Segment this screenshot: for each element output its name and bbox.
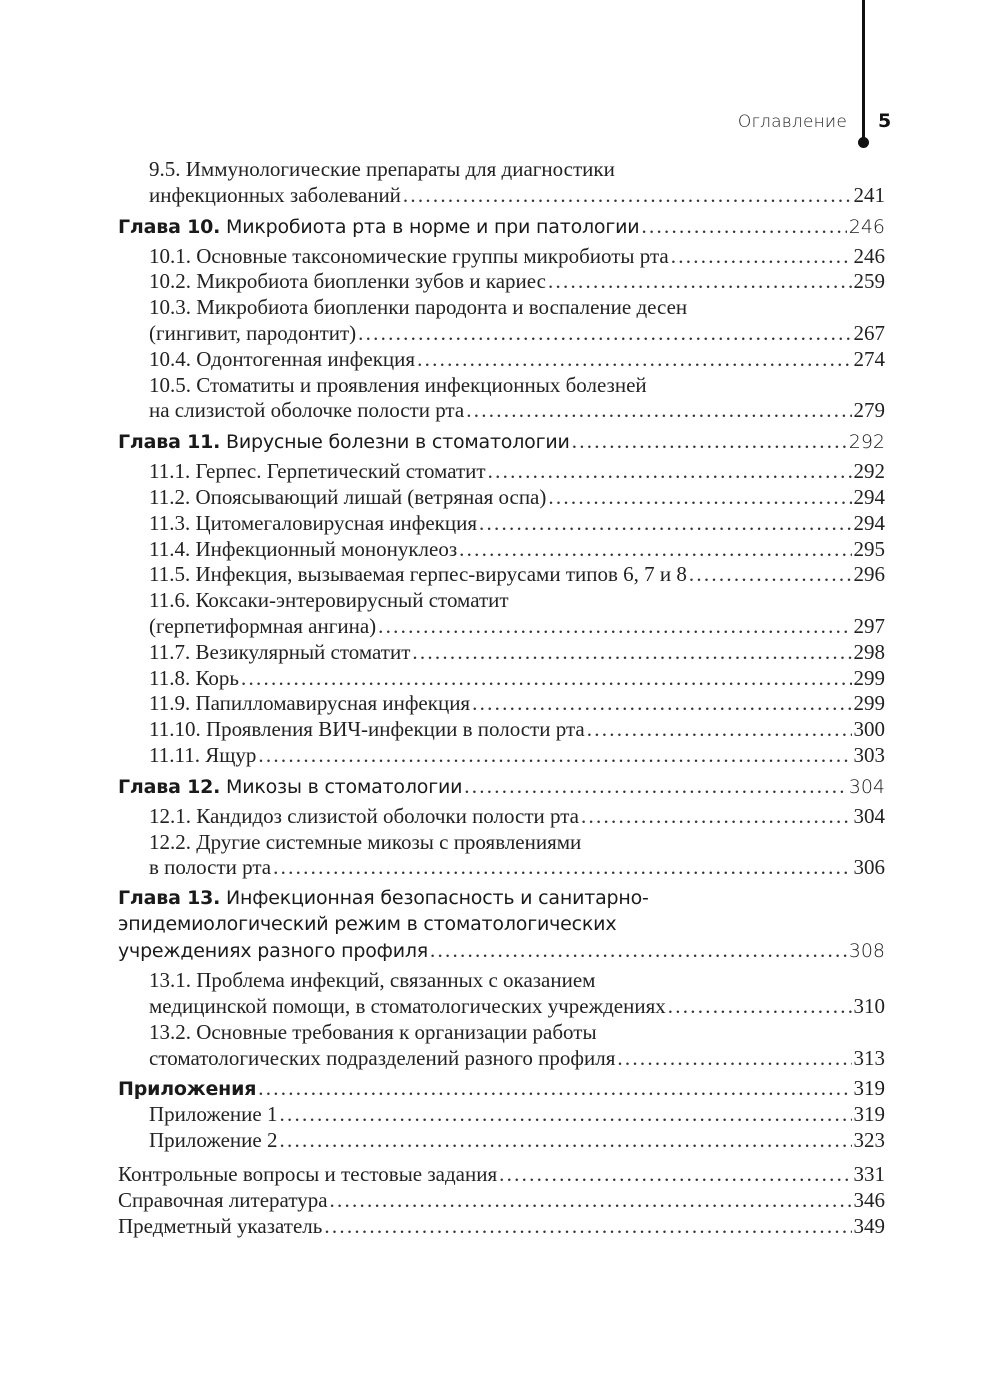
leader-dots [472, 691, 851, 717]
page-ref: 300 [853, 717, 885, 742]
leader-dots [689, 562, 852, 588]
toc-entry-10-4[interactable]: 10.4. Одонтогенная инфекция . . . 274 [118, 347, 885, 373]
page-ref: 308 [848, 940, 885, 963]
toc-entry-12-2-line1: 12.2. Другие системные микозы с проявлениями [149, 829, 582, 854]
page-number: 5 [878, 110, 892, 132]
page-ref: 304 [848, 775, 885, 798]
chapter-label: Глава 12. [118, 775, 221, 798]
leader-dots [412, 640, 851, 666]
chapter-label: Глава 10. [118, 215, 221, 238]
leader-dots [430, 937, 847, 963]
toc-entry-13-1-line1: 13.1. Проблема инфекций, связанных с оказанием [149, 968, 596, 993]
page-ref: 292 [848, 431, 885, 454]
leader-dots [641, 213, 846, 239]
toc-chapter-13-line1 [118, 885, 885, 911]
table-of-contents [118, 157, 885, 1239]
appendices-label: Приложения [118, 1078, 257, 1101]
toc-entry-11-5[interactable]: 11.5. Инфекция, вызываемая герпес-вирусами типов 6, 7 и 8 . . . 296 [118, 562, 885, 588]
page-ref: 299 [853, 691, 885, 716]
page-ref: 294 [853, 510, 885, 535]
header-vertical-rule [862, 0, 865, 142]
toc-entry-11-10[interactable]: 11.10. Проявления ВИЧ-инфекции в полости рта . . . 300 [118, 717, 885, 743]
toc-entry-13-2[interactable]: стоматологических подразделений разного профиля . . . 313 [118, 1046, 885, 1072]
toc-entry-11-6[interactable]: (герпетиформная ангина) . . . 297 [118, 614, 885, 640]
toc-appendices[interactable] [118, 1075, 885, 1102]
page-ref: 346 [853, 1187, 885, 1212]
toc-entry-12-2[interactable]: в полости рта . . . 306 [118, 855, 885, 881]
leader-dots [358, 321, 851, 347]
toc-entry-11-2[interactable]: 11.2. Опоясывающий лишай (ветряная оспа) . . . 294 [118, 485, 885, 511]
toc-entry-9-5[interactable]: инфекционных заболеваний . . . 241 [118, 183, 885, 209]
leader-dots [324, 1214, 851, 1240]
page-ref: 297 [853, 613, 885, 638]
leader-dots [279, 1128, 851, 1154]
leader-dots [330, 1188, 852, 1214]
page-ref: 331 [853, 1161, 885, 1186]
leader-dots [466, 398, 851, 424]
page-ref: 306 [853, 855, 885, 880]
page-ref: 299 [853, 665, 885, 690]
toc-entry-12-1[interactable]: 12.1. Кандидоз слизистой оболочки полости рта . . . 304 [118, 804, 885, 830]
leader-dots [587, 717, 852, 743]
leader-dots [258, 1075, 851, 1101]
toc-entry-10-3-line1: 10.3. Микробиота биопленки пародонта и воспаление десен [149, 295, 688, 320]
toc-entry-appendix-2[interactable]: Приложение 2 . . . 323 [118, 1128, 885, 1154]
leader-dots [671, 244, 852, 270]
toc-chapter-13-line2: эпидемиологический режим в стоматологических [118, 913, 617, 936]
toc-entry-13-1[interactable]: медицинской помощи, в стоматологических учреждениях . . . 310 [118, 994, 885, 1020]
leader-dots [273, 855, 851, 881]
toc-entry-11-9[interactable]: 11.9. Папилломавирусная инфекция . . . 299 [118, 691, 885, 717]
leader-dots [548, 269, 852, 295]
leader-dots [548, 485, 851, 511]
toc-entry-10-5[interactable]: на слизистой оболочке полости рта . . . 279 [118, 398, 885, 424]
leader-dots [488, 459, 852, 485]
running-head: Оглавление [737, 112, 847, 132]
chapter-title: Вирусные болезни в стоматологии [226, 431, 570, 454]
toc-entry-appendix-1[interactable]: Приложение 1 . . . 319 [118, 1102, 885, 1128]
toc-entry-11-3[interactable]: 11.3. Цитомегаловирусная инфекция . . . 294 [118, 511, 885, 537]
page-ref: 274 [853, 346, 885, 371]
page-ref: 296 [853, 562, 885, 587]
toc-entry-13-2-line1: 13.2. Основные требования к организации работы [149, 1019, 597, 1044]
toc-entry-11-4[interactable]: 11.4. Инфекционный мононуклеоз . . . 295 [118, 537, 885, 563]
toc-chapter-12[interactable] [118, 773, 885, 800]
page-ref: 298 [853, 639, 885, 664]
toc-entry-10-3[interactable]: (гингивит, пародонтит) . . . 267 [118, 321, 885, 347]
page-ref: 304 [853, 803, 885, 828]
page-ref: 319 [853, 1102, 885, 1127]
toc-entry-11-11[interactable]: 11.11. Ящур . . . 303 [118, 743, 885, 769]
chapter-title: Микозы в стоматологии [226, 775, 463, 798]
toc-entry-11-1[interactable]: 11.1. Герпес. Герпетический стоматит . . . 292 [118, 459, 885, 485]
page-ref: 323 [853, 1128, 885, 1153]
toc-chapter-11[interactable] [118, 428, 885, 455]
page-ref: 319 [853, 1076, 885, 1101]
header-rule-dot [858, 137, 869, 148]
leader-dots [572, 428, 847, 454]
leader-dots [668, 994, 852, 1020]
toc-chapter-13[interactable]: учреждениях разного профиля . . . 308 [118, 937, 885, 964]
page-ref: 241 [853, 182, 885, 207]
toc-entry-questions[interactable]: Контрольные вопросы и тестовые задания . . . 331 [118, 1162, 885, 1188]
leader-dots [479, 511, 852, 537]
chapter-label: Глава 11. [118, 431, 221, 454]
toc-entry-10-5-line1: 10.5. Стоматиты и проявления инфекционных болезней [149, 372, 647, 397]
toc-chapter-10[interactable] [118, 213, 885, 240]
page-ref: 246 [848, 215, 885, 238]
page-ref: 294 [853, 484, 885, 509]
toc-entry-9-5-line1: 9.5. Иммунологические препараты для диагностики [149, 157, 615, 181]
page-ref: 267 [853, 320, 885, 345]
page-ref: 310 [853, 993, 885, 1018]
leader-dots [279, 1102, 851, 1128]
leader-dots [417, 347, 851, 373]
page-ref: 279 [853, 398, 885, 423]
page-ref: 292 [853, 459, 885, 484]
chapter-title: Микробиота рта в норме и при патологии [226, 215, 640, 238]
toc-entry-10-1[interactable]: 10.1. Основные таксономические группы микробиоты рта . . . 246 [118, 244, 885, 270]
toc-entry-11-8[interactable]: 11.8. Корь . . . 299 [118, 666, 885, 692]
page-ref: 246 [853, 243, 885, 268]
leader-dots [378, 614, 851, 640]
leader-dots [258, 743, 851, 769]
leader-dots [499, 1162, 851, 1188]
page-ref: 313 [853, 1045, 885, 1070]
page-ref: 349 [853, 1213, 885, 1238]
toc-entry-10-2[interactable]: 10.2. Микробиота биопленки зубов и кариес . . . 259 [118, 269, 885, 295]
page-ref: 295 [853, 536, 885, 561]
toc-entry-11-7[interactable]: 11.7. Везикулярный стоматит . . . 298 [118, 640, 885, 666]
chapter-label: Глава 13. [118, 887, 221, 910]
leader-dots [581, 804, 852, 830]
leader-dots [403, 183, 852, 209]
toc-entry-literature[interactable]: Справочная литература . . . 346 [118, 1188, 885, 1214]
leader-dots [241, 666, 851, 692]
leader-dots [459, 537, 851, 563]
page-ref: 303 [853, 742, 885, 767]
leader-dots [464, 773, 846, 799]
page-ref: 259 [853, 269, 885, 294]
chapter-title: Инфекционная безопасность и санитарно- [226, 887, 649, 910]
leader-dots [617, 1046, 851, 1072]
toc-entry-index[interactable]: Предметный указатель . . . 349 [118, 1214, 885, 1240]
toc-entry-11-6-line1: 11.6. Коксаки-энтеровирусный стоматит [149, 588, 509, 613]
